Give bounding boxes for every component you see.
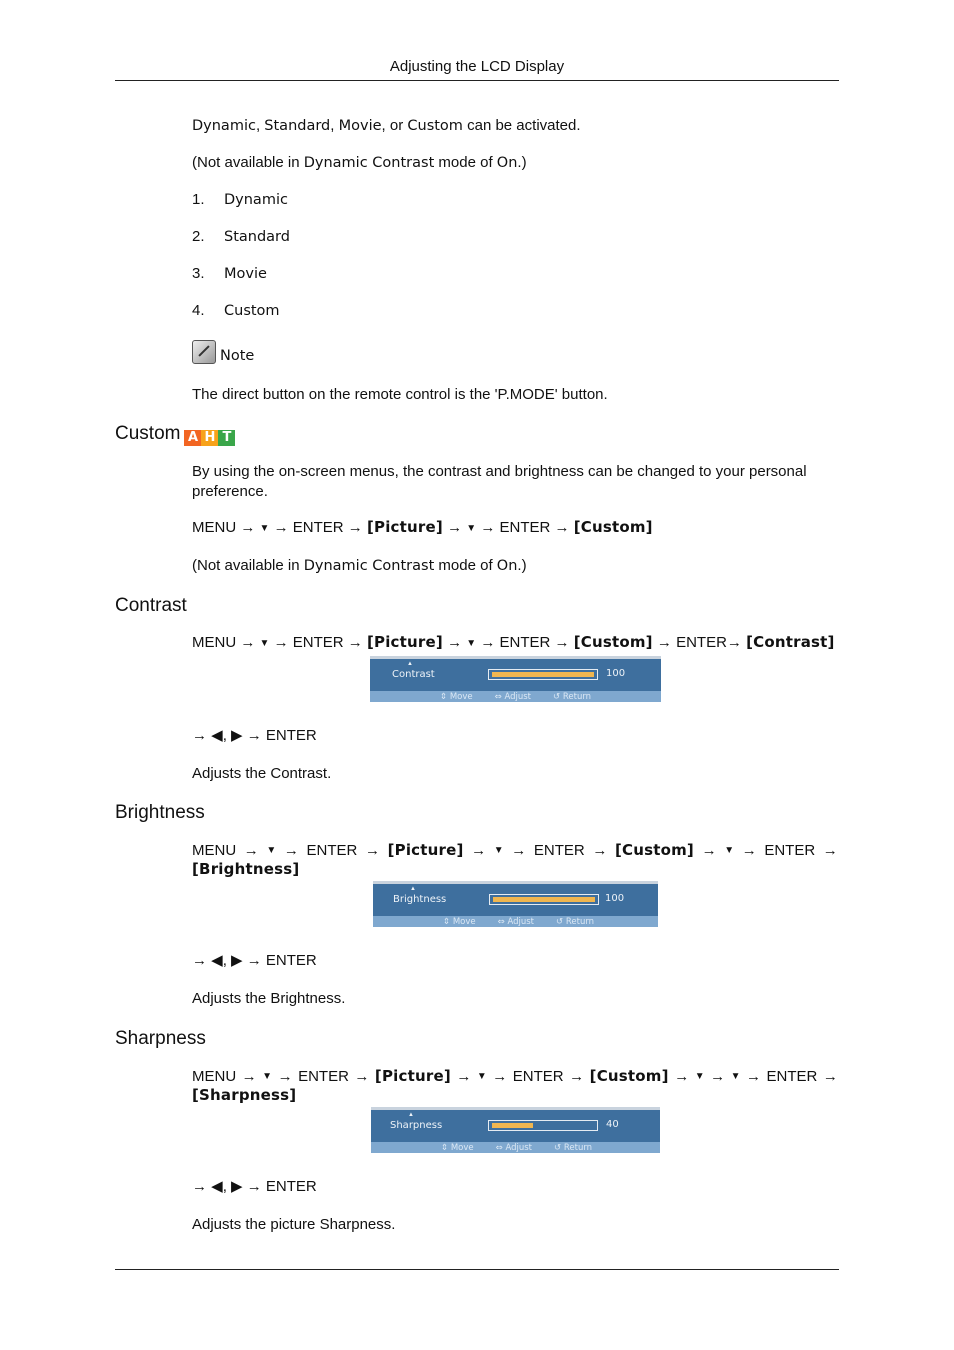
osd-adjust: ⇔ Adjust — [497, 916, 535, 927]
na-mid: mode of — [434, 557, 497, 574]
aht-badge — [184, 430, 235, 446]
badge-letter-t: T — [218, 430, 235, 446]
sharpness-adjust-keys: → ◀, ▶ → ENTER — [192, 1178, 317, 1195]
list-label: Standard — [224, 229, 290, 245]
nav-enter: ENTER — [764, 842, 816, 859]
nav-enter: ENTER→ — [676, 634, 747, 651]
contrast-adjust-keys: → ◀, ▶ → ENTER — [192, 727, 317, 744]
brightness-slider[interactable] — [489, 894, 599, 905]
contrast-description: Adjusts the Contrast. — [192, 765, 332, 782]
header-rule — [115, 80, 839, 81]
intro-tail: can be activated. — [462, 117, 581, 134]
badge-letter-h: H — [201, 430, 218, 446]
contrast-osd-panel — [370, 656, 661, 702]
down-arrow-icon: ▼ — [466, 638, 477, 649]
brightness-nav-path — [192, 841, 840, 879]
nav-arrow: → — [701, 842, 717, 859]
down-arrow-icon: ▼ — [259, 638, 270, 649]
down-arrow-icon: ▼ — [262, 1071, 273, 1082]
nav-arrow: → — [240, 634, 256, 651]
down-arrow-icon: ▼ — [724, 845, 735, 856]
nav-sharpness: [Sharpness] — [192, 1086, 297, 1104]
osd-move: ⇕ Move — [443, 916, 476, 927]
osd-label: Brightness — [393, 894, 447, 905]
nav-arrow: → — [746, 1068, 761, 1085]
caret-icon: ▲ — [408, 1112, 414, 1118]
nav-custom: [Custom] — [573, 518, 653, 536]
nav-arrow: → — [554, 519, 570, 536]
list-item — [192, 227, 840, 247]
osd-label: Contrast — [392, 669, 435, 680]
osd-value: 40 — [606, 1119, 619, 1130]
osd-move: ⇕ Move — [440, 691, 473, 702]
osd-footer — [370, 691, 661, 702]
down-arrow-icon: ▼ — [730, 1071, 741, 1082]
nav-enter: ENTER — [499, 634, 551, 651]
nav-menu: MENU — [192, 634, 237, 651]
contrast-slider[interactable] — [488, 669, 598, 680]
list-num: 3. — [192, 265, 205, 282]
nav-arrow: → — [656, 634, 672, 651]
nav-menu: MENU — [192, 519, 237, 536]
na-key: Dynamic Contrast — [303, 155, 435, 171]
osd-label: Sharpness — [390, 1120, 443, 1131]
nav-arrow: → — [243, 842, 259, 859]
list-item — [192, 190, 840, 210]
nav-arrow: → — [822, 842, 838, 859]
nav-arrow: → — [592, 842, 608, 859]
mode-dynamic: Dynamic — [192, 118, 256, 134]
contrast-nav-path — [192, 632, 840, 654]
custom-not-available — [192, 556, 840, 576]
down-arrow-icon: ▼ — [466, 523, 477, 534]
nav-arrow: → — [447, 634, 463, 651]
mode-standard: Standard — [264, 118, 331, 134]
na-post: .) — [517, 154, 527, 171]
nav-arrow: → — [277, 1068, 293, 1085]
sep: , — [255, 117, 265, 134]
nav-custom: [Custom] — [573, 633, 653, 651]
nav-arrow: → — [511, 842, 527, 859]
nav-menu: MENU — [192, 842, 237, 859]
note-label: Note — [220, 348, 255, 364]
list-label: Custom — [224, 303, 280, 319]
osd-footer — [371, 1142, 660, 1153]
list-label: Movie — [224, 266, 267, 282]
nav-arrow: → — [456, 1068, 472, 1085]
down-arrow-icon: ▼ — [266, 845, 277, 856]
slider-fill — [493, 897, 595, 902]
nav-arrow: → — [480, 519, 496, 536]
nav-custom: [Custom] — [589, 1067, 669, 1085]
nav-arrow: → — [741, 842, 757, 859]
down-arrow-icon: ▼ — [694, 1071, 705, 1082]
slider-fill — [492, 1123, 533, 1128]
nav-enter: ENTER — [292, 634, 344, 651]
note-icon — [192, 340, 216, 364]
note-text: The direct button on the remote control is the 'P.MODE' button. — [192, 386, 608, 403]
na-pre: (Not available in — [192, 154, 304, 171]
nav-picture: [Picture] — [374, 1067, 451, 1085]
osd-value: 100 — [605, 893, 625, 904]
page-header: Adjusting the LCD Display — [389, 58, 565, 75]
sharpness-description: Adjusts the picture Sharpness. — [192, 1216, 396, 1233]
slider-fill — [492, 672, 594, 677]
nav-enter: ENTER — [766, 1068, 818, 1085]
nav-arrow: → — [241, 1068, 257, 1085]
sharpness-heading: Sharpness — [115, 1028, 206, 1049]
nav-picture: [Picture] — [366, 518, 443, 536]
nav-arrow: → — [347, 519, 363, 536]
footer-rule — [115, 1269, 839, 1270]
nav-arrow: → — [674, 1068, 690, 1085]
osd-move: ⇕ Move — [441, 1142, 474, 1153]
nav-arrow: → — [822, 1068, 838, 1085]
caret-icon: ▲ — [407, 661, 413, 667]
brightness-osd-panel — [373, 881, 658, 927]
osd-return: ↺ Return — [553, 691, 592, 702]
list-num: 2. — [192, 228, 205, 245]
nav-arrow: → — [240, 519, 256, 536]
sharpness-nav-path — [192, 1067, 840, 1105]
down-arrow-icon: ▼ — [259, 523, 270, 534]
sep: , — [330, 117, 339, 134]
osd-footer — [373, 916, 658, 927]
down-arrow-icon: ▼ — [476, 1071, 487, 1082]
custom-description: By using the on-screen menus, the contrast and brightness can be changed to your personal preference. — [192, 463, 807, 500]
nav-brightness: [Brightness] — [192, 860, 300, 878]
na-pre: (Not available in — [192, 557, 304, 574]
sharpness-osd-panel — [371, 1107, 660, 1153]
intro-line — [192, 116, 840, 136]
nav-arrow: → — [354, 1068, 370, 1085]
nav-arrow: → — [480, 634, 496, 651]
nav-arrow: → — [554, 634, 570, 651]
sharpness-slider[interactable] — [488, 1120, 598, 1131]
contrast-heading: Contrast — [115, 595, 187, 616]
na-key: Dynamic Contrast — [303, 558, 435, 574]
osd-adjust: ⇔ Adjust — [494, 691, 532, 702]
nav-enter: ENTER — [306, 842, 358, 859]
note-heading — [192, 340, 840, 366]
nav-picture: [Picture] — [366, 633, 443, 651]
nav-arrow: → — [273, 634, 289, 651]
nav-menu: MENU — [192, 1068, 237, 1085]
not-available-note — [192, 153, 840, 173]
nav-arrow: → — [471, 842, 487, 859]
nav-enter: ENTER — [298, 1068, 349, 1085]
nav-arrow: → — [283, 842, 299, 859]
nav-enter: ENTER — [512, 1068, 564, 1085]
nav-arrow: → — [347, 634, 363, 651]
nav-contrast: [Contrast] — [746, 633, 835, 651]
osd-adjust: ⇔ Adjust — [495, 1142, 533, 1153]
na-mid: mode of — [434, 154, 497, 171]
down-arrow-icon: ▼ — [493, 845, 504, 856]
list-num: 1. — [192, 191, 205, 208]
nav-arrow: → — [447, 519, 463, 536]
list-item — [192, 264, 840, 284]
nav-enter: ENTER — [292, 519, 344, 536]
osd-return: ↺ Return — [554, 1142, 593, 1153]
list-item — [192, 301, 840, 321]
brightness-adjust-keys: → ◀, ▶ → ENTER — [192, 952, 317, 969]
nav-arrow: → — [492, 1068, 508, 1085]
nav-arrow: → — [710, 1068, 726, 1085]
nav-arrow: → — [273, 519, 289, 536]
mode-custom: Custom — [407, 118, 463, 134]
sep: , or — [381, 117, 408, 134]
nav-arrow: → — [569, 1068, 585, 1085]
nav-arrow: → — [364, 842, 380, 859]
list-num: 4. — [192, 302, 205, 319]
nav-enter: ENTER — [499, 519, 551, 536]
nav-picture: [Picture] — [387, 841, 464, 859]
custom-heading — [115, 423, 235, 446]
na-post: .) — [517, 557, 527, 574]
badge-letter-a: A — [184, 430, 201, 446]
na-on: On — [496, 155, 518, 171]
na-on: On — [496, 558, 518, 574]
osd-value: 100 — [606, 668, 626, 679]
caret-icon: ▲ — [410, 886, 416, 892]
osd-return: ↺ Return — [556, 916, 595, 927]
custom-nav-path — [192, 517, 840, 539]
nav-enter: ENTER — [533, 842, 585, 859]
mode-movie: Movie — [338, 118, 382, 134]
nav-custom: [Custom] — [614, 841, 694, 859]
list-label: Dynamic — [224, 192, 288, 208]
brightness-description: Adjusts the Brightness. — [192, 990, 346, 1007]
brightness-heading: Brightness — [115, 802, 205, 823]
custom-heading-text: Custom — [115, 423, 181, 444]
